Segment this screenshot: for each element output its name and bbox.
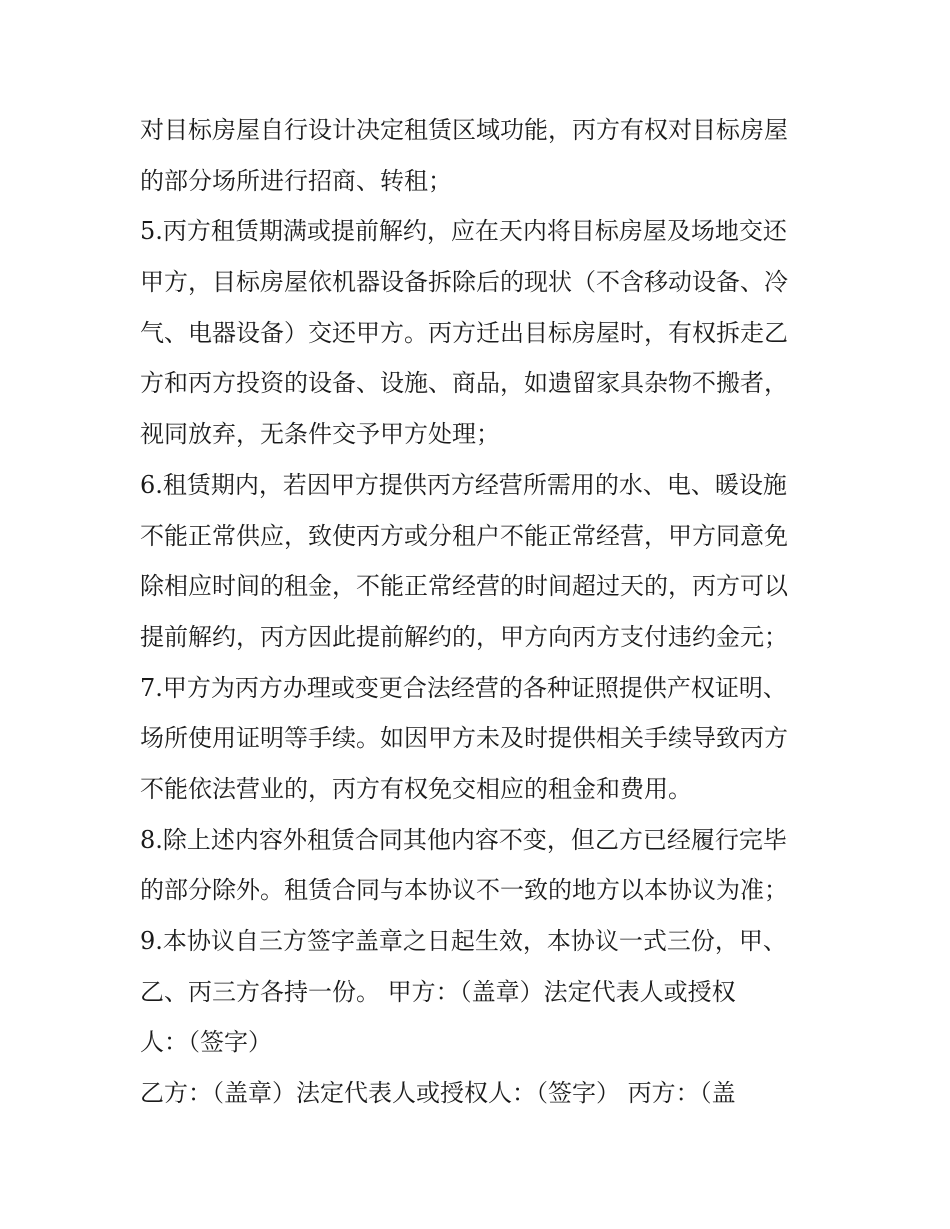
text-line: 6.租赁期内，若因甲方提供丙方经营所需用的水、电、暖设施 xyxy=(140,470,787,499)
text-line: 场所使用证明等手续。如因甲方未及时提供相关手续导致丙方 xyxy=(140,724,788,753)
text-line: 乙、丙三方各持一份。 甲方：（盖章）法定代表人或授权 xyxy=(140,977,736,1006)
text-line: 方和丙方投资的设备、设施、商品，如遗留家具杂物不搬者， xyxy=(140,369,788,398)
text-line: 除相应时间的租金，不能正常经营的时间超过天的，丙方可以 xyxy=(140,572,788,601)
text-line: 乙方：（盖章）法定代表人或授权人：（签字） 丙方：（盖 xyxy=(140,1079,736,1108)
text-line: 对目标房屋自行设计决定租赁区域功能，丙方有权对目标房屋 xyxy=(140,116,788,144)
text-line: 不能正常供应，致使丙方或分租户不能正常经营，甲方同意免 xyxy=(140,521,788,550)
text-line: 人：（签字） xyxy=(140,1028,272,1057)
text-line: 提前解约，丙方因此提前解约的，甲方向丙方支付违约金元； xyxy=(140,622,788,651)
text-line: 7.甲方为丙方办理或变更合法经营的各种证照提供产权证明、 xyxy=(140,673,787,702)
text-line: 不能依法营业的，丙方有权免交相应的租金和费用。 xyxy=(140,774,692,803)
document-body xyxy=(140,105,820,1119)
text-line: 的部分场所进行招商、转租； xyxy=(140,166,452,195)
text-line: 8.除上述内容外租赁合同其他内容不变，但乙方已经履行完毕 xyxy=(140,825,787,854)
text-line: 的部分除外。租赁合同与本协议不一致的地方以本协议为准； xyxy=(140,876,788,905)
text-line: 9.本协议自三方签字盖章之日起生效，本协议一式三份，甲、 xyxy=(140,927,787,955)
text-line: 甲方，目标房屋依机器设备拆除后的现状（不含移动设备、冷 xyxy=(140,268,788,297)
text-line: 视同放弃，无条件交予甲方处理； xyxy=(140,420,500,449)
text-line: 5.丙方租赁期满或提前解约，应在天内将目标房屋及场地交还 xyxy=(140,217,787,246)
text-line: 气、电器设备）交还甲方。丙方迁出目标房屋时，有权拆走乙 xyxy=(140,318,788,347)
